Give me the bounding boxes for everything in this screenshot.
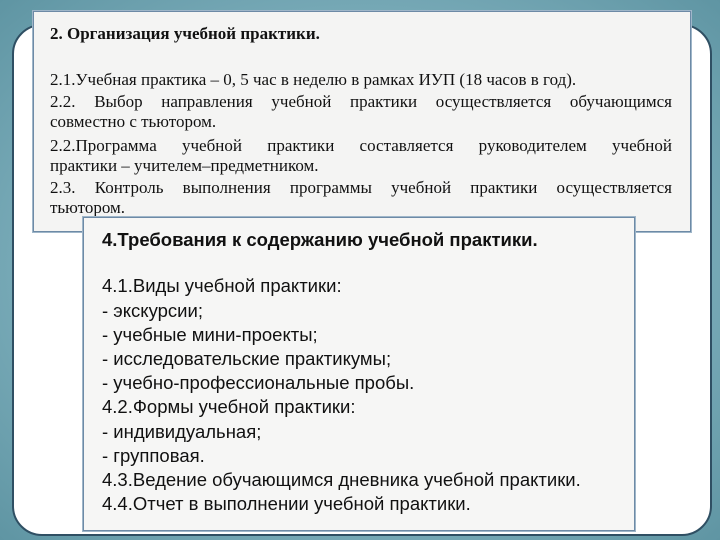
text-line: 2.3. Контроль выполнения программы учебной практики осуществляется (50, 178, 672, 197)
text-line: 2.1.Учебная практика – 0, 5 час в неделю в рамках ИУП (18 часов в год). (50, 70, 577, 89)
text-line: 2.2. Выбор направления учебной практики осуществляется обучающимся (50, 92, 672, 111)
text-line: 4.2.Формы учебной практики: (102, 396, 356, 417)
section-heading: 2. Организация учебной практики. (50, 24, 320, 43)
text-line: - учебно-профессиональные пробы. (102, 372, 415, 393)
document-page-top (33, 11, 691, 232)
text-line: - индивидуальная; (102, 421, 262, 442)
text-line: - групповая. (102, 445, 205, 466)
text-line: - экскурсии; (102, 300, 203, 321)
text-line: совместно с тьютором. (50, 112, 217, 131)
text-line: практики – учителем–предметником. (50, 156, 319, 175)
text-line: тьютором. (50, 198, 126, 217)
text-line: 4.4.Отчет в выполнении учебной практики. (102, 493, 471, 514)
text-line: 2.2.Программа учебной практики составляется руководителем учебной (50, 136, 672, 155)
text-line: 4.1.Виды учебной практики: (102, 275, 342, 296)
text-line: - исследовательские практикумы; (102, 348, 392, 369)
document-page-bottom (83, 217, 635, 531)
text-line: 4.3.Ведение обучающимся дневника учебной практики. (102, 469, 581, 490)
section-heading: 4.Требования к содержанию учебной практики. (102, 229, 538, 250)
text-line: - учебные мини-проекты; (102, 324, 318, 345)
